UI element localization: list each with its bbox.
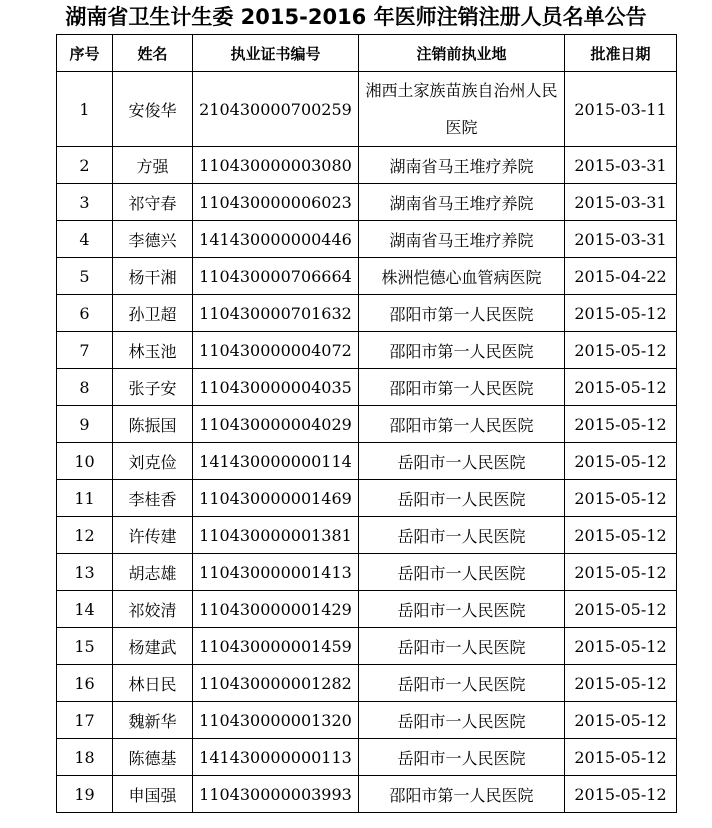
cell-former-practice-location: 岳阳市一人民医院	[359, 702, 565, 739]
cell-name: 林日民	[113, 665, 193, 702]
cell-certificate-number: 110430000003080	[193, 147, 359, 184]
cell-former-practice-location: 邵阳市第一人民医院	[359, 332, 565, 369]
cell-approval-date: 2015-03-31	[565, 147, 677, 184]
cell-name: 祁守春	[113, 184, 193, 221]
table-row	[57, 332, 677, 369]
cell-former-practice-location: 岳阳市一人民医院	[359, 480, 565, 517]
cell-certificate-number: 110430000001413	[193, 554, 359, 591]
cell-former-practice-location: 湘西土家族苗族自治州人民医院	[359, 72, 565, 147]
cell-serial-number: 11	[57, 480, 113, 517]
table-row	[57, 72, 677, 147]
cell-former-practice-location: 岳阳市一人民医院	[359, 591, 565, 628]
cell-approval-date: 2015-05-12	[565, 628, 677, 665]
cell-name: 祁姣清	[113, 591, 193, 628]
table-header-row	[57, 35, 677, 72]
cell-serial-number: 4	[57, 221, 113, 258]
cell-name: 安俊华	[113, 72, 193, 147]
cell-name: 陈德基	[113, 739, 193, 776]
cell-serial-number: 13	[57, 554, 113, 591]
cell-approval-date: 2015-04-22	[565, 258, 677, 295]
cell-serial-number: 10	[57, 443, 113, 480]
cell-name: 刘克俭	[113, 443, 193, 480]
cell-approval-date: 2015-05-12	[565, 369, 677, 406]
cell-former-practice-location: 岳阳市一人民医院	[359, 554, 565, 591]
cell-name: 魏新华	[113, 702, 193, 739]
cell-name: 林玉池	[113, 332, 193, 369]
table-row	[57, 665, 677, 702]
table-row	[57, 443, 677, 480]
cell-certificate-number: 110430000001469	[193, 480, 359, 517]
cell-approval-date: 2015-05-12	[565, 739, 677, 776]
cell-serial-number: 16	[57, 665, 113, 702]
cell-former-practice-location: 株洲恺德心血管病医院	[359, 258, 565, 295]
table-row	[57, 776, 677, 813]
header-serial-number: 序号	[57, 35, 113, 72]
table-row	[57, 258, 677, 295]
cell-former-practice-location: 邵阳市第一人民医院	[359, 406, 565, 443]
table-row	[57, 295, 677, 332]
cell-certificate-number: 110430000701632	[193, 295, 359, 332]
deregistration-table	[56, 34, 677, 813]
cell-certificate-number: 110430000001429	[193, 591, 359, 628]
cell-serial-number: 9	[57, 406, 113, 443]
cell-serial-number: 17	[57, 702, 113, 739]
header-name: 姓名	[113, 35, 193, 72]
cell-approval-date: 2015-03-31	[565, 221, 677, 258]
cell-name: 陈振国	[113, 406, 193, 443]
cell-serial-number: 19	[57, 776, 113, 813]
cell-approval-date: 2015-05-12	[565, 295, 677, 332]
cell-serial-number: 18	[57, 739, 113, 776]
cell-serial-number: 6	[57, 295, 113, 332]
cell-name: 李德兴	[113, 221, 193, 258]
cell-name: 张子安	[113, 369, 193, 406]
page-title: 湖南省卫生计生委 2015-2016 年医师注销注册人员名单公告	[65, 5, 647, 29]
cell-approval-date: 2015-05-12	[565, 591, 677, 628]
cell-certificate-number: 110430000004029	[193, 406, 359, 443]
cell-approval-date: 2015-05-12	[565, 702, 677, 739]
cell-name: 杨建武	[113, 628, 193, 665]
cell-serial-number: 2	[57, 147, 113, 184]
cell-serial-number: 14	[57, 591, 113, 628]
cell-certificate-number: 110430000001381	[193, 517, 359, 554]
cell-certificate-number: 141430000000446	[193, 221, 359, 258]
table-row	[57, 406, 677, 443]
table-row	[57, 517, 677, 554]
header-approval-date: 批准日期	[565, 35, 677, 72]
cell-serial-number: 15	[57, 628, 113, 665]
cell-former-practice-location: 岳阳市一人民医院	[359, 665, 565, 702]
cell-name: 杨干湘	[113, 258, 193, 295]
table-row	[57, 369, 677, 406]
cell-approval-date: 2015-03-11	[565, 72, 677, 147]
cell-serial-number: 1	[57, 72, 113, 147]
cell-former-practice-location: 湖南省马王堆疗养院	[359, 184, 565, 221]
cell-former-practice-location: 邵阳市第一人民医院	[359, 369, 565, 406]
cell-certificate-number: 110430000706664	[193, 258, 359, 295]
cell-approval-date: 2015-03-31	[565, 184, 677, 221]
cell-former-practice-location: 岳阳市一人民医院	[359, 628, 565, 665]
cell-serial-number: 5	[57, 258, 113, 295]
cell-former-practice-location: 湖南省马王堆疗养院	[359, 221, 565, 258]
cell-name: 胡志雄	[113, 554, 193, 591]
table-row	[57, 184, 677, 221]
table-row	[57, 147, 677, 184]
table-row	[57, 480, 677, 517]
cell-approval-date: 2015-05-12	[565, 776, 677, 813]
table-row	[57, 739, 677, 776]
table-row	[57, 628, 677, 665]
table-row	[57, 554, 677, 591]
cell-name: 孙卫超	[113, 295, 193, 332]
cell-certificate-number: 110430000001282	[193, 665, 359, 702]
cell-name: 申国强	[113, 776, 193, 813]
cell-certificate-number: 110430000004072	[193, 332, 359, 369]
cell-name: 李桂香	[113, 480, 193, 517]
cell-certificate-number: 110430000004035	[193, 369, 359, 406]
cell-serial-number: 12	[57, 517, 113, 554]
table-row	[57, 591, 677, 628]
cell-certificate-number: 141430000000113	[193, 739, 359, 776]
table-row	[57, 702, 677, 739]
cell-former-practice-location: 湖南省马王堆疗养院	[359, 147, 565, 184]
cell-approval-date: 2015-05-12	[565, 554, 677, 591]
table-row	[57, 221, 677, 258]
cell-serial-number: 3	[57, 184, 113, 221]
cell-former-practice-location: 岳阳市一人民医院	[359, 517, 565, 554]
cell-serial-number: 7	[57, 332, 113, 369]
cell-serial-number: 8	[57, 369, 113, 406]
cell-certificate-number: 110430000003993	[193, 776, 359, 813]
cell-approval-date: 2015-05-12	[565, 332, 677, 369]
cell-name: 许传建	[113, 517, 193, 554]
cell-former-practice-location: 邵阳市第一人民医院	[359, 295, 565, 332]
cell-approval-date: 2015-05-12	[565, 406, 677, 443]
cell-name: 方强	[113, 147, 193, 184]
cell-approval-date: 2015-05-12	[565, 517, 677, 554]
cell-approval-date: 2015-05-12	[565, 665, 677, 702]
cell-former-practice-location: 邵阳市第一人民医院	[359, 776, 565, 813]
cell-former-practice-location: 岳阳市一人民医院	[359, 739, 565, 776]
cell-certificate-number: 110430000001320	[193, 702, 359, 739]
cell-approval-date: 2015-05-12	[565, 443, 677, 480]
cell-former-practice-location: 岳阳市一人民医院	[359, 443, 565, 480]
cell-certificate-number: 141430000000114	[193, 443, 359, 480]
header-former-practice-location: 注销前执业地	[359, 35, 565, 72]
header-certificate-number: 执业证书编号	[193, 35, 359, 72]
cell-certificate-number: 110430000001459	[193, 628, 359, 665]
cell-certificate-number: 210430000700259	[193, 72, 359, 147]
cell-certificate-number: 110430000006023	[193, 184, 359, 221]
cell-approval-date: 2015-05-12	[565, 480, 677, 517]
